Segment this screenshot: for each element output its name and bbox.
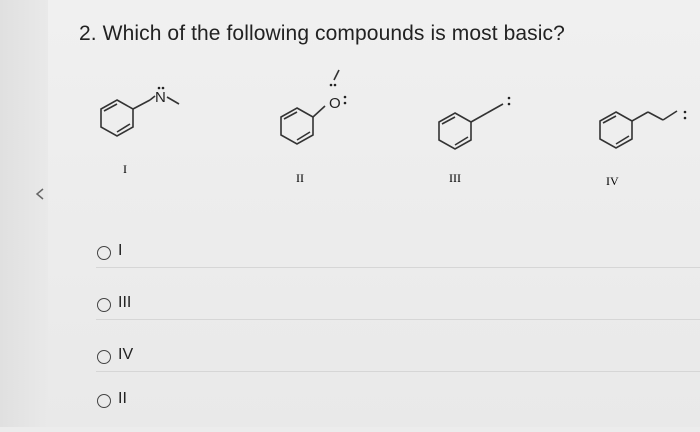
choice-row[interactable] [90,232,700,284]
choice-row[interactable] [90,284,700,336]
compound-label-iii: III [449,171,461,185]
choice-label[interactable]: I [118,242,123,259]
divider [96,319,700,320]
compound-ii-oxygen: O [329,95,341,112]
compound-label-ii: II [296,171,304,185]
choice-label[interactable]: II [118,390,127,407]
radio-button[interactable] [97,394,111,408]
choice-row[interactable] [90,380,700,432]
compound-i-nitrogen: N [155,89,166,106]
question-text: 2. Which of the following compounds is most basic? [79,22,565,45]
choice-label[interactable]: III [118,294,132,311]
radio-button[interactable] [97,298,111,312]
radio-button[interactable] [97,350,111,364]
compound-label-i: I [123,162,127,176]
radio-button[interactable] [97,246,111,260]
choice-label[interactable]: IV [118,346,134,363]
compound-label-iv: IV [606,174,619,188]
divider [96,371,700,372]
divider [96,267,700,268]
